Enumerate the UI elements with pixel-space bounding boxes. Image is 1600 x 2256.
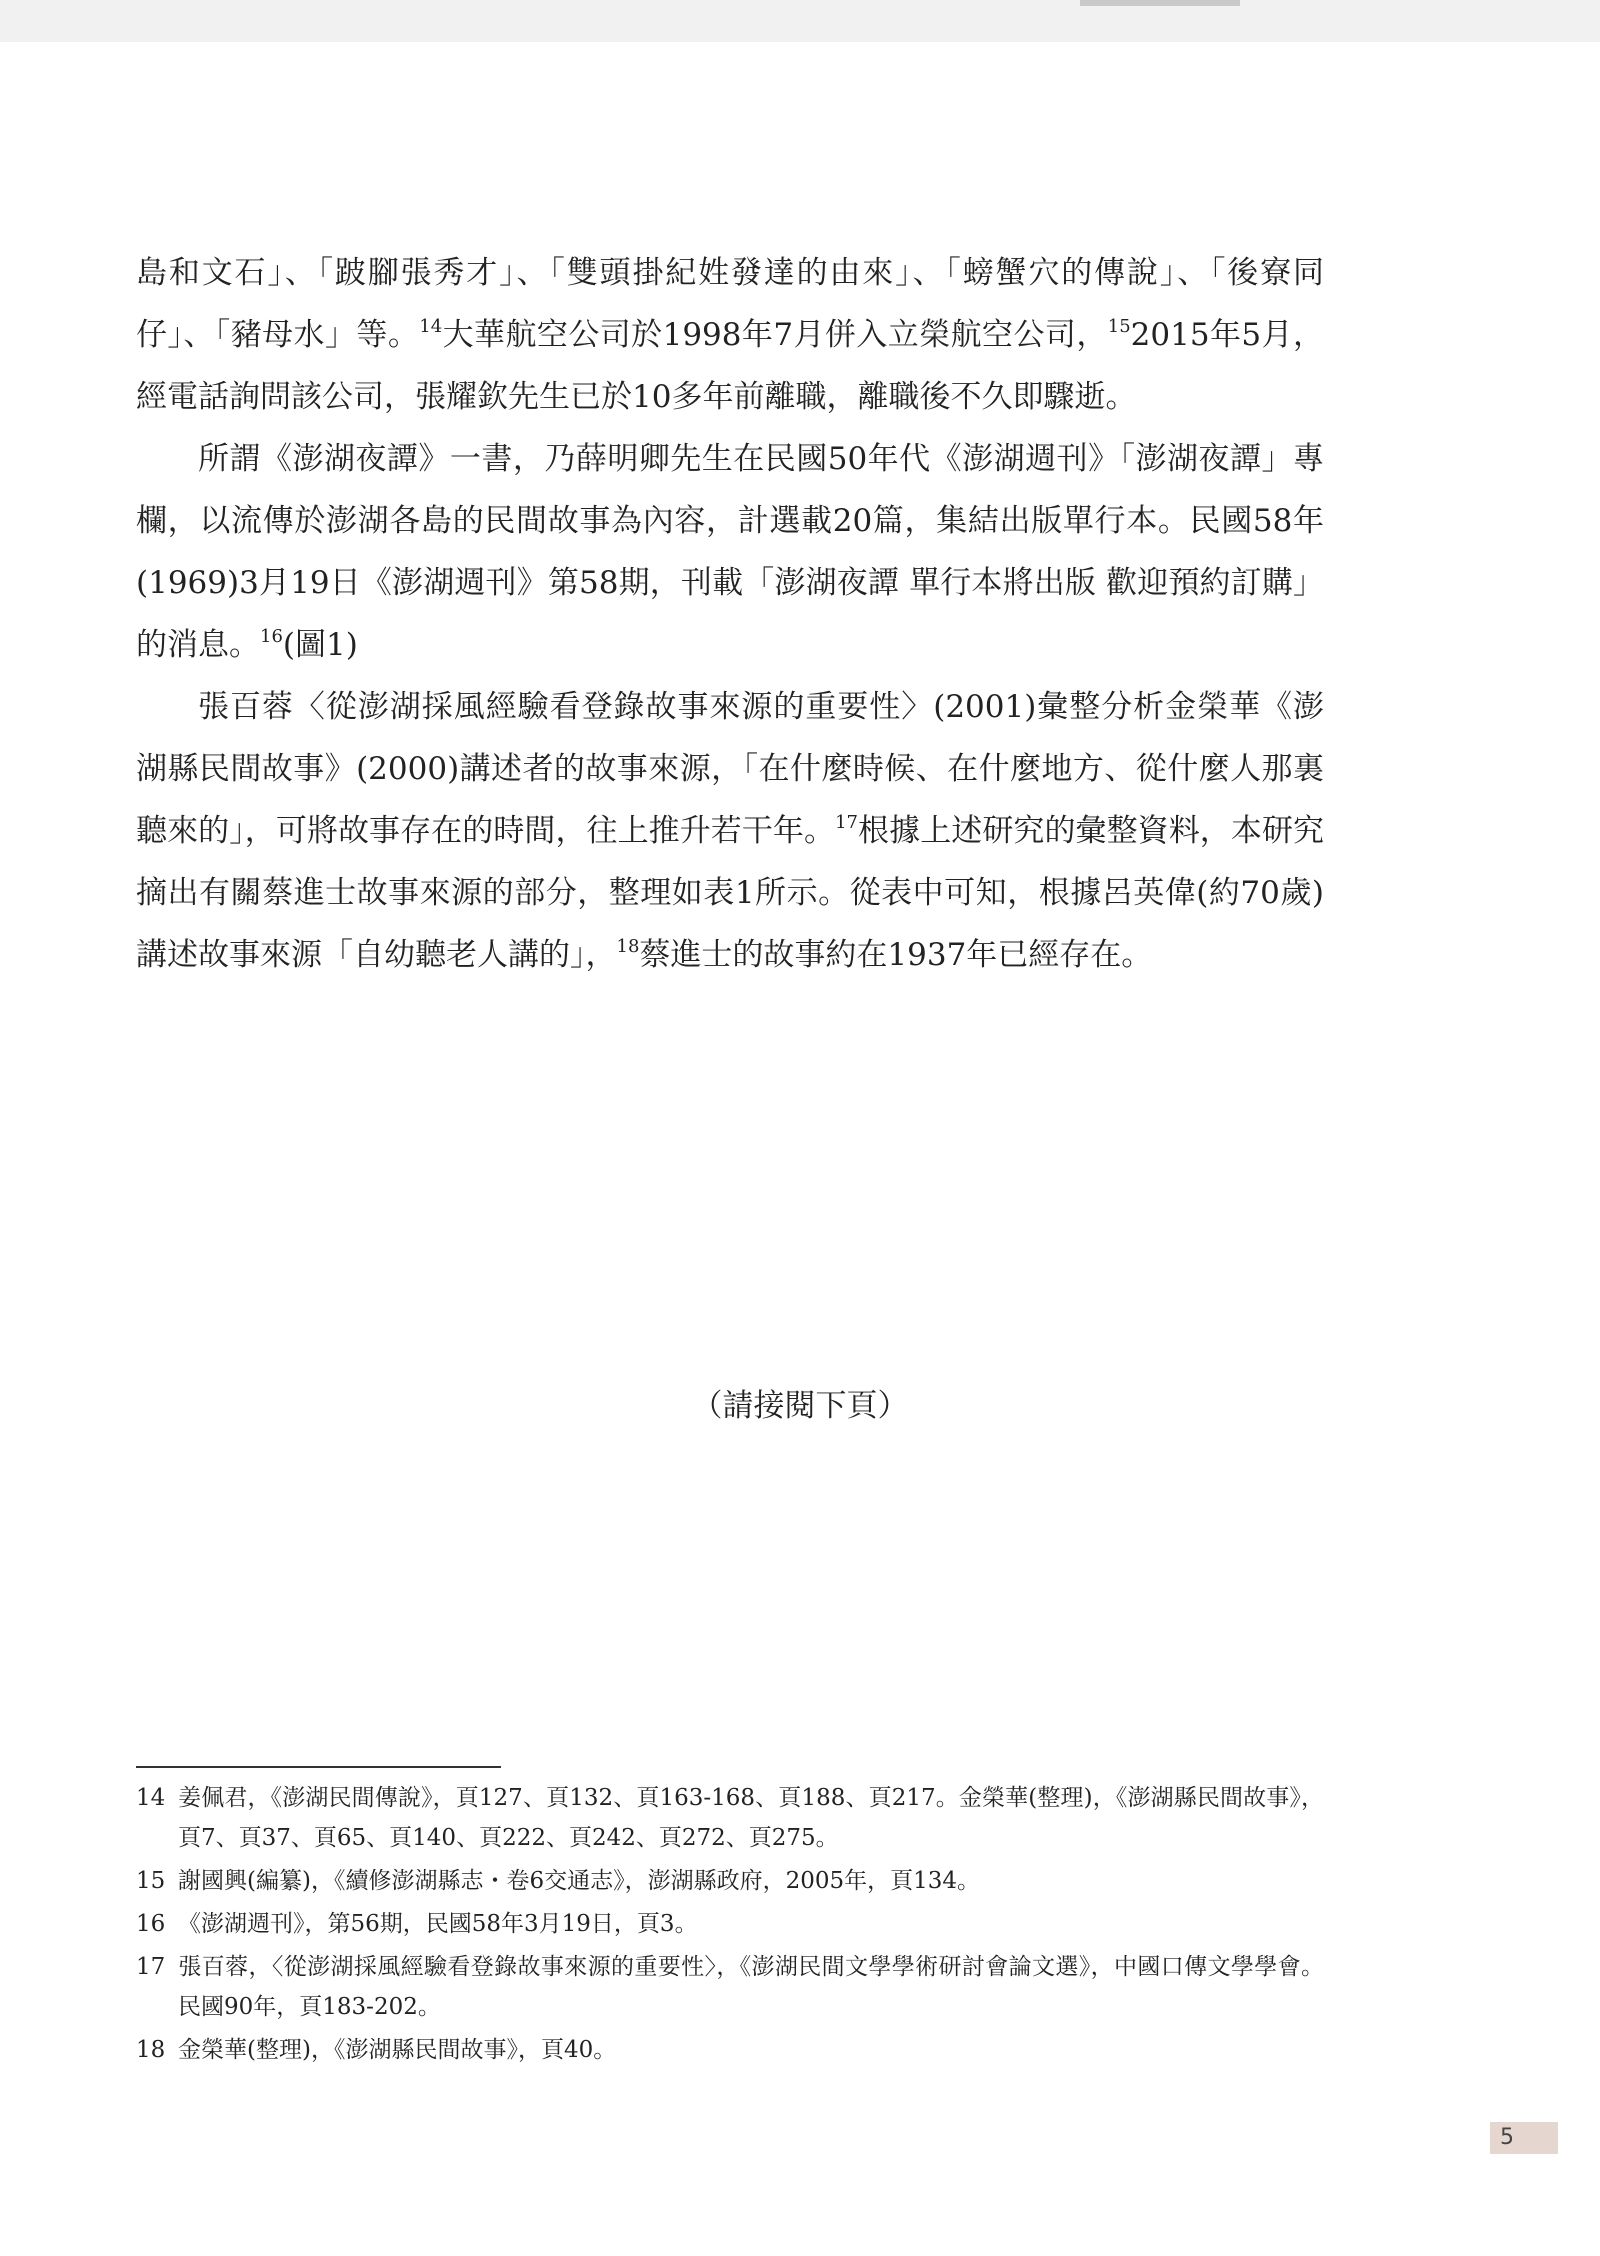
paragraph-text: 根據上述研究的彙整資料，本研究摘出有關蔡進士故事來源的部分，整理如表1所示。從表中可知，根據呂英偉(約70歲)講述故事來源「自幼聽老人講的」， — [136, 813, 1325, 973]
paragraph-text: 2015年5月，經電話詢問該公司，張耀欽先生已於10多年前離職，離職後不久即驟逝。 — [136, 317, 1324, 415]
footnote-number: 16 — [136, 1911, 166, 1937]
footnote-reference: 16 — [260, 625, 283, 647]
footnote-reference: 17 — [835, 811, 858, 833]
footnote-number: 17 — [136, 1954, 166, 1980]
footnote — [136, 1904, 1324, 1944]
footnote-reference: 14 — [419, 315, 443, 337]
paragraph-text: (圖1) — [282, 627, 358, 663]
body-paragraph — [136, 428, 1324, 676]
footnote-reference: 15 — [1107, 315, 1131, 337]
body-paragraph — [136, 242, 1324, 428]
scan-mark — [1080, 0, 1240, 6]
footnote-text: 謝國興(編纂)，《續修澎湖縣志・卷6交通志》，澎湖縣政府，2005年，頁134。 — [178, 1868, 981, 1894]
paragraph-text: 蔡進士的故事約在1937年已經存在。 — [639, 937, 1153, 973]
footnote-text: 張百蓉，〈從澎湖採風經驗看登錄故事來源的重要性〉，《澎湖民間文學學術研討會論文選》，中國口傳文學學會。民國90年，頁183-202。 — [178, 1954, 1324, 2020]
footnote-text: 《澎湖週刊》，第56期，民國58年3月19日，頁3。 — [178, 1911, 698, 1937]
footnotes — [136, 1778, 1324, 2073]
continue-note: （請接閱下頁） — [691, 1388, 909, 1424]
footnote-separator — [136, 1766, 501, 1768]
footnote-number: 18 — [136, 2037, 166, 2063]
paragraph-text: 張百蓉〈從澎湖採風經驗看登錄故事來源的重要性〉(2001)彙整分析金榮華《澎湖縣民間故事》(2000)講述者的故事來源，「在什麼時候、在什麼地方、從什麼人那裏聽來的」，可將故事存在的時間，往上推升若干年。 — [136, 689, 1324, 849]
footnote — [136, 1778, 1324, 1858]
footnote-reference: 18 — [616, 935, 640, 957]
footnote — [136, 1861, 1324, 1901]
footnote-number: 14 — [136, 1785, 166, 1811]
footnote — [136, 1947, 1324, 2027]
paragraph-text: 島和文石」、「跛腳張秀才」、「雙頭掛紀姓發達的由來」、「螃蟹穴的傳說」、「後寮同仔」、「豬母水」等。 — [136, 255, 1324, 353]
footnote-text: 姜佩君，《澎湖民間傳說》，頁127、頁132、頁163-168、頁188、頁217。金榮華(整理)，《澎湖縣民間故事》，頁7、頁37、頁65、頁140、頁222、頁242、頁272、頁275。 — [178, 1785, 1324, 1851]
body-text — [136, 242, 1324, 986]
footnote-number: 15 — [136, 1868, 166, 1894]
paragraph-text: 大華航空公司於1998年7月併入立榮航空公司， — [442, 317, 1108, 353]
footnote — [136, 2030, 1324, 2070]
footnote-text: 金榮華(整理)，《澎湖縣民間故事》，頁40。 — [178, 2037, 617, 2063]
scan-top-strip — [0, 0, 1600, 42]
page-number: 5 — [1490, 2122, 1558, 2154]
body-paragraph — [136, 676, 1324, 986]
paragraph-text: 所謂《澎湖夜譚》一書，乃薛明卿先生在民國50年代《澎湖週刊》「澎湖夜譚」專欄，以流傳於澎湖各島的民間故事為內容，計選載20篇，集結出版單行本。民國58年(1969)3月19日《澎湖週刊》第58期，刊載「澎湖夜譚 單行本將出版 歡迎預約訂購」的消息。 — [136, 441, 1324, 663]
